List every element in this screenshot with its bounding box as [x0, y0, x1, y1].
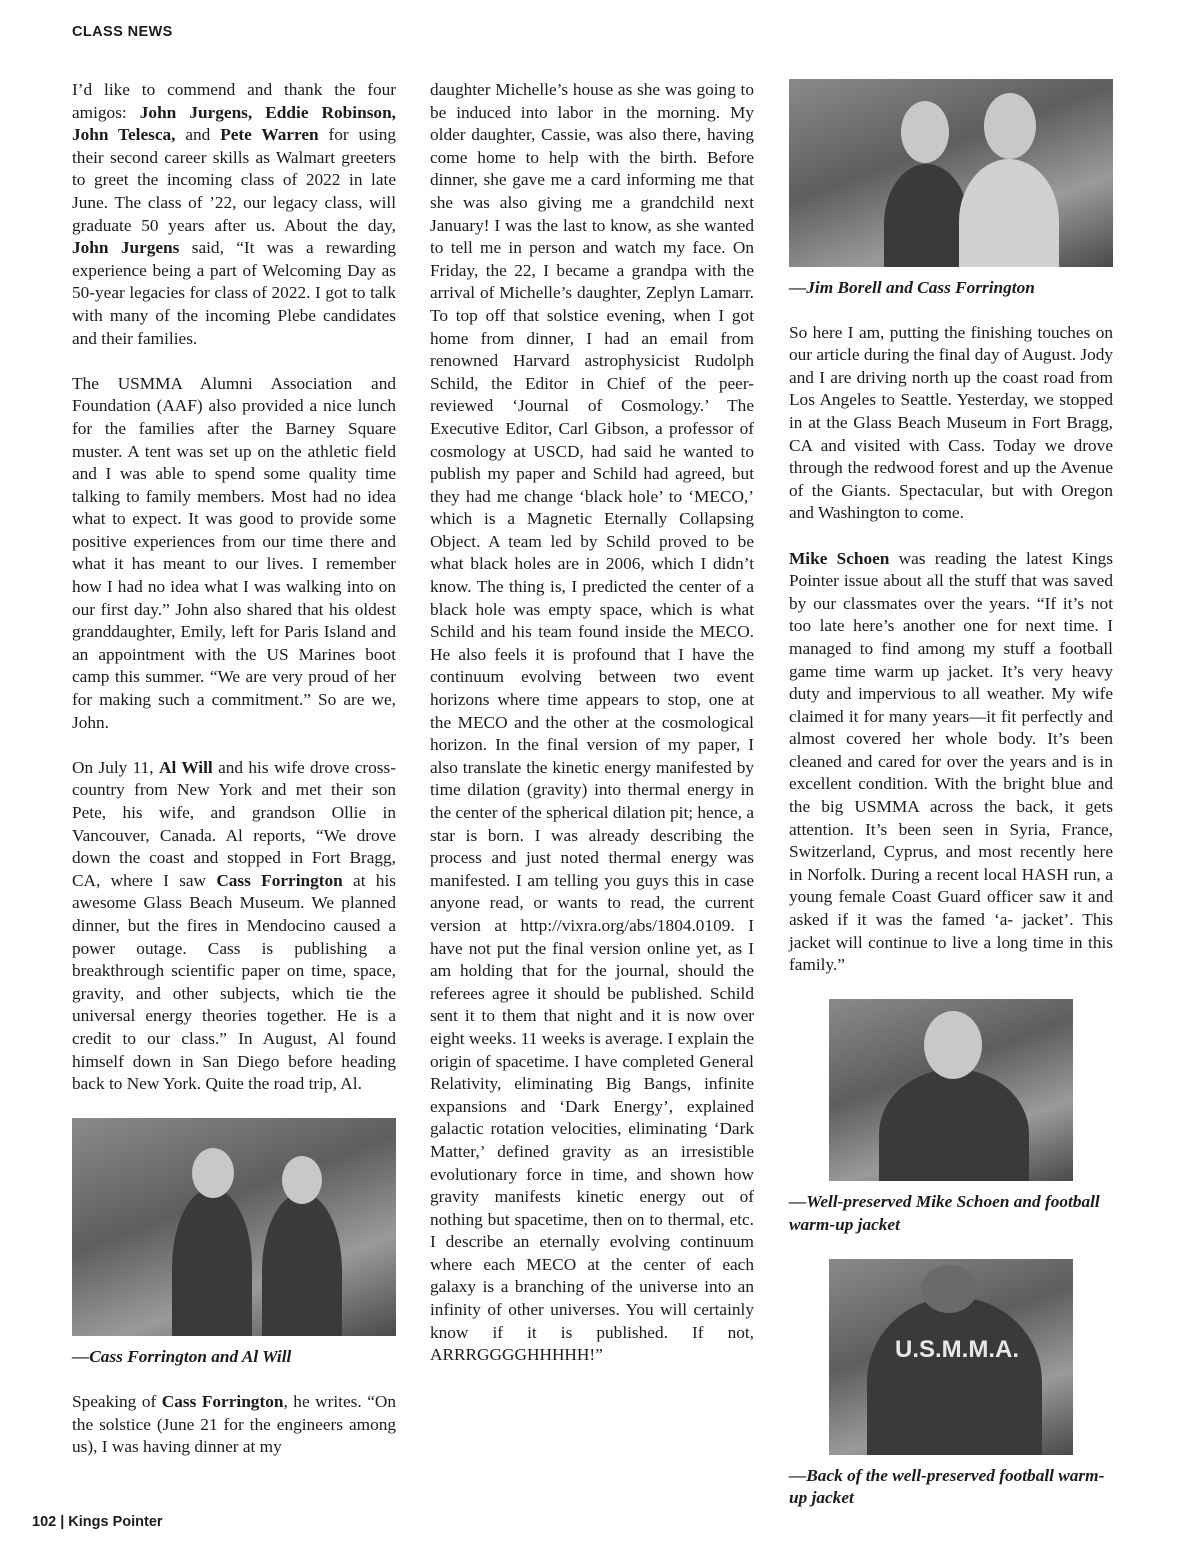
column-2 [430, 79, 754, 1367]
photo-jim-and-cass [789, 79, 1113, 267]
photo-figure [867, 1297, 1042, 1455]
paragraph-mike-schoen: Mike Schoen was reading the latest Kings Pointer issue about all the stuff that was saved by our classmates over the years. “If it’s not too late here’s another one for next time. I managed to find among my stuff a football game time warm up jacket. It’s very heavy duty and impervious to all weather. My wife claimed it for many years—it fit perfectly and almost covered her whole body. It’s been cleaned and cared for over the years and is in excellent condition. With the bright blue and the big USMMA across the back, it gets attention. It’s been seen in Syria, France, Switzerland, Cyprus, and most recently here in Norfolk. During a recent local HASH run, a young female Coast Guard officer saw it and asked if it was the famed ‘a- jacket’. This jacket will continue to live a long time in this family.” [789, 548, 1114, 975]
column-3 [789, 79, 1113, 1532]
photo-figure-head [901, 101, 949, 163]
photo-figure-head [984, 93, 1036, 159]
photo-figure [262, 1193, 342, 1336]
photo-figure [879, 1069, 1029, 1181]
photo-figure-head [192, 1148, 234, 1198]
caption-mike-schoen: —Well-preserved Mike Schoen and football warm-up jacket [789, 1192, 1100, 1234]
photo-figure-head [924, 1011, 982, 1079]
paragraph-cass-paper: daughter Michelle’s house as she was going to be induced into labor in the morning. My older daughter, Cassie, was also there, having come home to help with the birth. Before dinner, she gave me a card informing me that she was also giving me a grandchild next January! I was the last to know, as she wanted to tell me in person and watch my face. On Friday, the 22, I became a grandpa with the arrival of Michelle’s daughter, Zeplyn Lamarr. To top off that solstice evening, when I got home from dinner, I had an email from renowned Harvard astrophysicist Rudolph Schild, the Editor in Chief of the peer-reviewed ‘Journal of Cosmology.’ The Executive Editor, Carl Gibson, a professor of cosmology at USCD, had said he wanted to publish my paper and Schild had agreed, but they had me change ‘black hole’ to ‘MECO,’ which is a Magnetic Eternally Collapsing Object. A team led by Schild proved to be what black holes are in 2006, which I didn’t know. The thing is, I predicted the center of a black hole was empty space, which is what Schild and his team found inside the MECO. He also feels it is profound that I have the continuum evolving between two event horizons where time appears to stop, one at the MECO and the other at the cosmological horizon. In the final version of my paper, I also translate the kinetic energy manifested by time dilation (gravity) into thermal energy in the center of the spherical dilation pit; hence, a star is born. I was already describing the process and just noted thermal energy was manifested. I am telling you guys this in case anyone read, or wants to read, the current version at http://vixra.org/abs/1804.0109. I have not put the final version online yet, as I am holding that for the journal, should the referees agree it should be published. Schild sent it to them that night and it is now over eight weeks. 11 weeks is average. I explain the origin of spacetime. I have completed General Relativity, eliminating Big Bangs, infinite expansions and ‘Dark Energy’, explained galactic rotation velocities, eliminating ‘Dark Matter,’ defined gravity as an irresistible evolutionary force in time, and shown how gravity manifests kinetic energy out of nothing but spacetime, then on to thermal, etc. I describe an eternally evolving continuum where each MECO at the center of each galaxy is a branching of the universe into an infinity of other universes. You will certainly know if it is published. If not, ARRRGGGGHHHHH!” [430, 80, 754, 1365]
section-header: CLASS NEWS [72, 24, 173, 40]
caption-jim-and-cass: —Jim Borell and Cass Forrington [789, 278, 1035, 297]
column-1 [72, 79, 396, 1459]
photo-figure-head [921, 1265, 977, 1313]
jacket-lettering: U.S.M.M.A. [895, 1335, 1019, 1363]
paragraph-aaf-lunch: The USMMA Alumni Association and Foundation (AAF) also provided a nice lunch for the families after the Barney Square muster. A tent was set up on the athletic field and I was able to spend some quality time talking to family members. Most had no idea what to expect. It was good to provide some positive experiences from our time there and what it has meant to our lives. I remember how I had no idea what I was walking into on our first day.” John also shared that his oldest granddaughter, Emily, left for Paris Island and an appointment with the US Marines boot camp this summer. “We are very proud of her for making such a commitment.” So are we, John. [72, 373, 396, 732]
paragraph-cass-writes: Speaking of Cass Forrington, he writes. “On the solstice (June 21 for the engineers among us), I was having dinner at my [72, 1391, 397, 1457]
paragraph-road-trip: So here I am, putting the finishing touches on our article during the final day of August. Jody and I are driving north up the coast road from Los Angeles to Seattle. Yesterday, we stopped in at the Glass Beach Museum in Fort Bragg, CA and visited with Cass. Today we drove through the redwood forest and up the Avenue of the Giants. Spectacular, but with Oregon and Washington to come. [789, 322, 1113, 523]
photo-cass-and-al [72, 1118, 396, 1336]
caption-jacket-back: —Back of the well-preserved football warm-up jacket [789, 1465, 1105, 1508]
paragraph-four-amigos: I’d like to commend and thank the four amigos: John Jurgens, Eddie Robinson, John Telesca, and Pete Warren for using their second career skills as Walmart greeters to greet the incoming class of 2022 in late June. The class of ’22, our legacy class, will graduate 50 years after us. About the day, John Jurgens said, “It was a rewarding experience being a part of Welcoming Day as 50-year legacies for class of 2022. I got to talk with many of the incoming Plebe candidates and their families. [72, 80, 396, 348]
photo-figure [884, 164, 969, 267]
photo-figure [172, 1188, 252, 1336]
page-footer: 102 | Kings Pointer [32, 1514, 163, 1530]
photo-jacket-back [829, 1259, 1073, 1455]
paragraph-al-will: On July 11, Al Will and his wife drove cross-country from New York and met their son Pete, his wife, and grandson Ollie in Vancouver, Canada. Al reports, “We drove down the coast and stopped in Fort Bragg, CA, where I saw Cass Forrington at his awesome Glass Beach Museum. We planned dinner, but the fires in Mendocino caused a power outage. Cass is publishing a breakthrough scientific paper on time, space, gravity, and other subjects, which tie the universal energy theories together. He is a credit to our class.” In August, Al found himself down in San Diego before heading back to New York. Quite the road trip, Al. [72, 757, 396, 1094]
photo-figure [959, 159, 1059, 267]
photo-figure-head [282, 1156, 322, 1204]
photo-mike-schoen [829, 999, 1073, 1181]
caption-cass-and-al: —Cass Forrington and Al Will [72, 1347, 292, 1367]
